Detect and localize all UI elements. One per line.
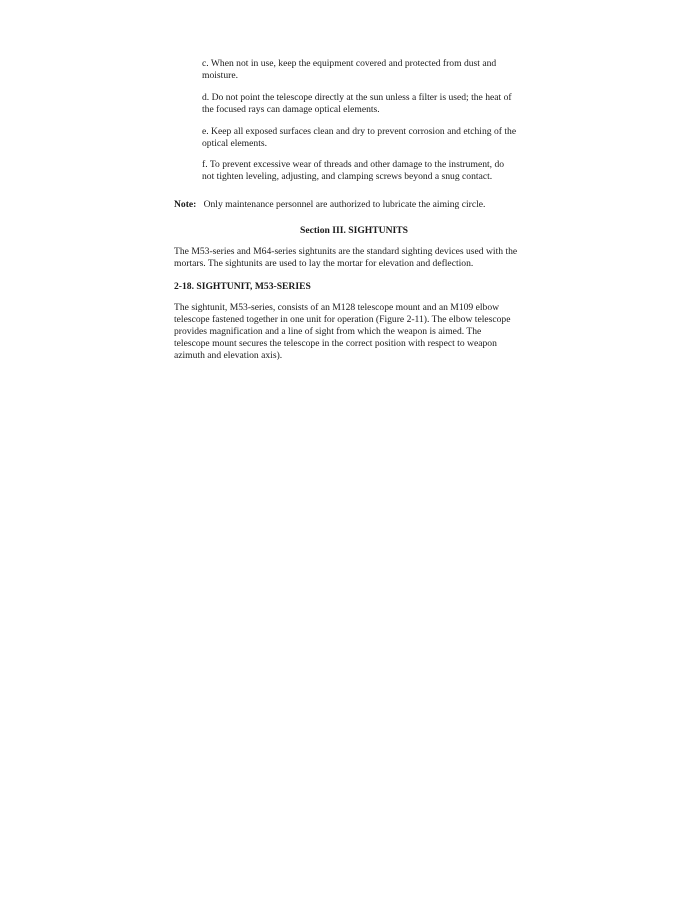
section-intro: [174, 246, 534, 270]
section-intro-line-1: The M53-series and M64-series sightunits are the standard sighting devices used with the: [174, 246, 518, 257]
item-e-line-1: e. Keep all exposed surfaces clean and dry to prevent corrosion and etching of the: [202, 126, 517, 137]
subsection-body-line-1: The sightunit, M53-series, consists of an M128 telescope mount and an M109 elbow: [174, 302, 500, 313]
subsection-body-line-4: telescope mount secures the telescope in the correct position with respect to weapon: [174, 338, 497, 349]
item-c: [202, 58, 532, 82]
item-c-line-2: moisture.: [202, 70, 238, 81]
item-d-line-1: d. Do not point the telescope directly at the sun unless a filter is used; the heat of: [202, 92, 512, 103]
item-c-line-1: c. When not in use, keep the equipment covered and protected from dust and: [202, 58, 497, 69]
subsection-body-line-3: provides magnification and a line of sight from which the weapon is aimed. The: [174, 326, 482, 337]
note-label: Note:: [174, 199, 197, 210]
item-f-line-1: f. To prevent excessive wear of threads and other damage to the instrument, do: [202, 159, 505, 170]
item-f-line-2: not tighten leveling, adjusting, and clamping screws beyond a snug contact.: [202, 171, 493, 182]
item-f: [202, 159, 532, 183]
subsection-body: [174, 302, 534, 362]
section-title: Section III. SIGHTUNITS: [300, 225, 408, 236]
subsection-body-line-2: telescope fastened together in one unit for operation (Figure 2-11). The elbow telescope: [174, 314, 511, 325]
item-d-line-2: the focused rays can damage optical elements.: [202, 104, 380, 115]
item-d: [202, 92, 532, 116]
subsection-heading: 2-18. SIGHTUNIT, M53-SERIES: [174, 281, 311, 292]
subsection-body-line-5: azimuth and elevation axis).: [174, 350, 283, 361]
item-e: [202, 126, 532, 150]
note: [174, 199, 534, 211]
item-e-line-2: optical elements.: [202, 138, 268, 149]
section-intro-line-2: mortars. The sightunits are used to lay the mortar for elevation and deflection.: [174, 258, 474, 269]
note-text: Only maintenance personnel are authorized to lubricate the aiming circle.: [203, 199, 486, 210]
